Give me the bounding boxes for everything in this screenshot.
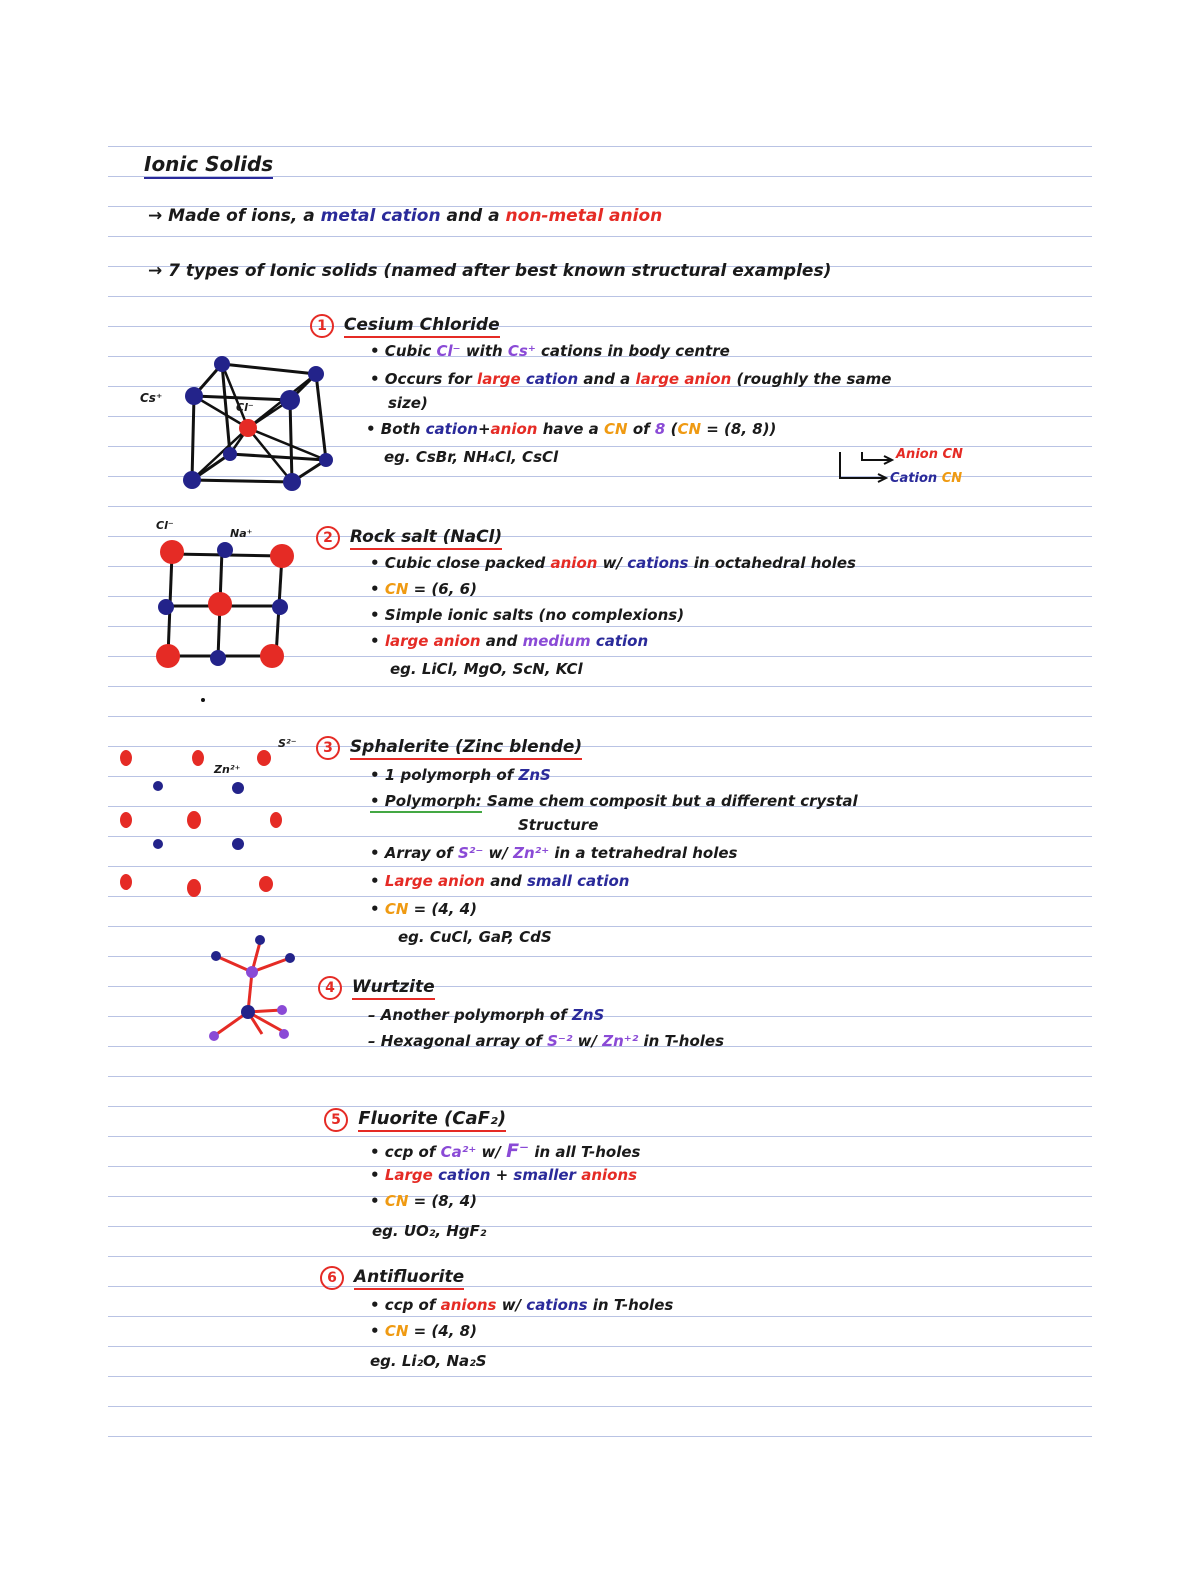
- note-text: = (4, 4): [413, 900, 477, 918]
- s3-bullet-2-cont: [518, 818, 598, 833]
- note-text: = (8, 8)): [706, 420, 777, 438]
- note-text: ZnS: [518, 766, 551, 784]
- note-text: Same chem composit but a different crystal: [487, 792, 858, 810]
- zn-label: [214, 764, 240, 775]
- note-text: S²⁻: [457, 844, 484, 862]
- note-text: small cation: [526, 872, 630, 890]
- note-text: •: [370, 872, 380, 890]
- section-3-heading: [316, 736, 582, 760]
- note-text: +: [495, 1166, 509, 1184]
- note-text: anions: [440, 1296, 497, 1314]
- note-text: S²⁻: [278, 737, 297, 750]
- s5-bullet-2: [370, 1168, 637, 1183]
- cl-ion: [270, 544, 294, 568]
- section-title: Antifluorite: [354, 1267, 464, 1290]
- note-text: in all T-holes: [534, 1143, 641, 1161]
- s1-example: [384, 450, 558, 465]
- s1-bullet-2-cont: [388, 396, 428, 411]
- note-text: w/: [602, 554, 623, 572]
- note-text: CN: [384, 1192, 409, 1210]
- s1-bullet-3: [366, 422, 776, 437]
- note-text: CN: [677, 420, 702, 438]
- note-text: •: [370, 580, 380, 598]
- s2-example: [390, 662, 583, 677]
- note-text: ZnS: [571, 1006, 605, 1024]
- note-text: CN: [604, 420, 628, 438]
- note-text: +: [477, 420, 491, 438]
- note-text: •: [370, 1322, 380, 1340]
- note-text: Structure: [518, 816, 599, 834]
- note-text: •: [370, 1192, 380, 1210]
- nonmetal-anion-text: non-metal anion: [505, 206, 663, 226]
- cl-ion: [283, 473, 301, 491]
- note-text: •: [370, 632, 380, 650]
- note-text: Na⁺: [230, 527, 253, 540]
- na-ion: [217, 542, 233, 558]
- section-6-heading: [320, 1266, 464, 1290]
- note-text: large anion: [384, 632, 481, 650]
- note-text: w/: [481, 1143, 501, 1161]
- cl-label: [236, 402, 254, 413]
- note-text: Ca²⁺: [440, 1143, 477, 1161]
- intro-text: → 7 types of Ionic solids (named after best known structural examples): [148, 261, 832, 281]
- zn-ion: [153, 781, 163, 791]
- s-ion: [259, 876, 273, 892]
- section-number: 5: [324, 1108, 348, 1132]
- note-text: large: [477, 370, 521, 388]
- cs-label: [140, 392, 162, 404]
- section-number: 6: [320, 1266, 344, 1290]
- legend-anion-cn: [896, 448, 963, 461]
- rock-salt-ions: [156, 540, 294, 702]
- note-text: anion: [550, 554, 598, 572]
- note-text: w/: [488, 844, 508, 862]
- cl-ion: [185, 387, 203, 405]
- note-text: = (6, 6): [413, 580, 477, 598]
- s-ion: [120, 812, 132, 828]
- note-text: cations: [627, 554, 689, 572]
- note-text: Zn²⁺: [214, 763, 241, 776]
- cl-ion: [214, 356, 230, 372]
- section-title: Wurtzite: [352, 977, 435, 1000]
- note-text: and a: [583, 370, 631, 388]
- note-text: • Polymorph:: [370, 792, 482, 813]
- note-text: cation: [425, 420, 478, 438]
- note-text: anion: [684, 370, 732, 388]
- zn-ion: [153, 839, 163, 849]
- page-title: [144, 154, 273, 174]
- s1-bullet-1: [370, 344, 730, 359]
- section-number: 3: [316, 736, 340, 760]
- s-ion: [257, 750, 271, 766]
- cl-ion: [208, 592, 232, 616]
- section-title: Cesium Chloride: [344, 315, 500, 338]
- note-text: • 1 polymorph of: [370, 766, 514, 784]
- note-text: cations: [526, 1296, 588, 1314]
- s3-bullet-2: [370, 794, 858, 809]
- note-text: in T-holes: [592, 1296, 674, 1314]
- note-text: eg. CuCl, GaP, CdS: [398, 928, 552, 946]
- section-number: 1: [310, 314, 334, 338]
- cl-ion: [260, 644, 284, 668]
- s-ion: [187, 811, 201, 829]
- note-text: F⁻: [506, 1140, 530, 1162]
- note-text: • Cubic: [370, 342, 432, 360]
- s3-bullet-3: [370, 846, 737, 861]
- note-text: (: [670, 420, 678, 438]
- s4-bullet-1: [368, 1008, 604, 1023]
- note-text: Large anion: [384, 872, 485, 890]
- section-title: Fluorite (CaF₂): [358, 1108, 506, 1132]
- cl-ion: [156, 644, 180, 668]
- na-ion: [272, 599, 288, 615]
- cl-ion: [183, 471, 201, 489]
- s4-bullet-2: [368, 1034, 724, 1049]
- s-ion: [277, 1005, 287, 1015]
- s6-bullet-1: [370, 1298, 673, 1313]
- legend-cation-cn: [890, 472, 962, 485]
- s5-example: [372, 1224, 486, 1239]
- note-text: have a: [542, 420, 599, 438]
- note-text: anions: [581, 1166, 638, 1184]
- cl-ion: [280, 390, 300, 410]
- zn-ion: [232, 838, 244, 850]
- note-text: with: [465, 342, 503, 360]
- zn-ion: [232, 782, 244, 794]
- section-title: Sphalerite (Zinc blende): [350, 737, 582, 760]
- s2-bullet-1: [370, 556, 856, 571]
- note-text: Cl⁻: [236, 401, 254, 414]
- s2-bullet-2: [370, 582, 477, 597]
- note-text: of: [632, 420, 650, 438]
- note-text: cation: [438, 1166, 491, 1184]
- s-ion: [187, 879, 201, 897]
- note-text: cation: [595, 632, 649, 650]
- note-text: and: [490, 872, 522, 890]
- na-label: [230, 528, 252, 539]
- note-text: in T-holes: [643, 1032, 725, 1050]
- s3-bullet-4: [370, 874, 629, 889]
- note-text: 8: [654, 420, 666, 438]
- s2-bullet-3: [370, 608, 684, 623]
- note-text: •: [370, 1166, 380, 1184]
- note-text: Cs⁺: [507, 342, 536, 360]
- s3-bullet-5: [370, 902, 477, 917]
- sphalerite-diagram: [120, 750, 282, 897]
- note-text: Large: [384, 1166, 433, 1184]
- note-text: eg. LiCl, MgO, ScN, KCl: [390, 660, 583, 678]
- note-text: = (4, 8): [413, 1322, 477, 1340]
- na-ion: [210, 650, 226, 666]
- s1-bullet-2: [370, 372, 891, 387]
- note-text: • Array of: [370, 844, 453, 862]
- s-ion: [120, 874, 132, 890]
- note-text: CN: [384, 1322, 409, 1340]
- cl-label: [156, 520, 174, 531]
- zn-ion: [255, 935, 265, 945]
- cl-ion: [308, 366, 324, 382]
- s-label: [278, 738, 297, 749]
- note-text: w/: [501, 1296, 522, 1314]
- section-4-heading: [318, 976, 435, 1000]
- cn-legend-arrows: [840, 452, 892, 482]
- note-text: CN: [384, 900, 409, 918]
- note-text: Cation: [890, 471, 938, 486]
- s5-bullet-1: [370, 1142, 640, 1161]
- note-text: cations in body centre: [541, 342, 730, 360]
- note-text: = (8, 4): [413, 1192, 477, 1210]
- zn-ion: [241, 1005, 255, 1019]
- note-text: Cs⁺: [140, 391, 163, 405]
- s-ion: [279, 1029, 289, 1039]
- cl-ion: [223, 447, 237, 461]
- s2-bullet-4: [370, 634, 648, 649]
- cesium-chloride-cube-diagram: [192, 364, 326, 482]
- note-text: and: [485, 632, 518, 650]
- note-text: • Occurs for: [370, 370, 472, 388]
- cl-ion: [160, 540, 184, 564]
- note-text: eg. UO₂, HgF₂: [372, 1222, 487, 1240]
- s-ion: [270, 812, 282, 828]
- section-title: Rock salt (NaCl): [350, 527, 502, 550]
- zn-ion: [211, 951, 221, 961]
- note-text: smaller: [513, 1166, 576, 1184]
- intro-line-2: [148, 263, 831, 280]
- wurtzite-diagram: [214, 942, 290, 1036]
- section-1-heading: [310, 314, 500, 338]
- s-ion: [192, 750, 204, 766]
- note-text: size): [388, 394, 428, 412]
- intro-text: → Made of ions, a: [148, 206, 315, 226]
- note-text: large: [635, 370, 680, 388]
- wurtzite-ions: [209, 935, 295, 1041]
- note-text: eg. Li₂O, Na₂S: [370, 1352, 487, 1370]
- note-text: CN: [384, 580, 409, 598]
- note-text: • ccp of: [370, 1296, 436, 1314]
- note-text: eg. CsBr, NH₄Cl, CsCl: [384, 448, 559, 466]
- note-text: in a tetrahedral holes: [554, 844, 738, 862]
- note-text: S⁻²: [547, 1032, 573, 1050]
- section-2-heading: [316, 526, 502, 550]
- note-text: • Simple ionic salts (no complexions): [370, 606, 685, 624]
- s-ion: [120, 750, 132, 766]
- note-text: anion: [490, 420, 538, 438]
- cl-ion: [319, 453, 333, 467]
- note-text: in octahedral holes: [693, 554, 856, 572]
- metal-cation-text: metal cation: [320, 206, 441, 226]
- s6-example: [370, 1354, 487, 1369]
- note-text: medium: [522, 632, 591, 650]
- note-text: •: [370, 900, 380, 918]
- s-ion: [209, 1031, 219, 1041]
- note-text: • ccp of: [370, 1143, 436, 1161]
- na-ion: [158, 599, 174, 615]
- stray-dot: [201, 698, 205, 702]
- note-text: Zn⁺²: [602, 1032, 639, 1050]
- s5-bullet-3: [370, 1194, 477, 1209]
- page-title-text: Ionic Solids: [144, 152, 273, 179]
- s3-bullet-1: [370, 768, 551, 783]
- note-text: – Hexagonal array of: [368, 1032, 542, 1050]
- section-number: 4: [318, 976, 342, 1000]
- note-text: (roughly the same: [736, 370, 892, 388]
- note-text: • Both: [366, 420, 421, 438]
- intro-text: and a: [446, 206, 500, 226]
- s3-example: [398, 930, 552, 945]
- cs-ion: [239, 419, 257, 437]
- section-number: 2: [316, 526, 340, 550]
- note-text: Anion CN: [896, 447, 963, 462]
- note-text: cation: [525, 370, 579, 388]
- note-text: w/: [577, 1032, 597, 1050]
- s-ion: [246, 966, 258, 978]
- section-5-heading: [324, 1108, 506, 1132]
- note-text: CN: [941, 471, 963, 486]
- note-text: • Cubic close packed: [370, 554, 546, 572]
- intro-line-1: [148, 208, 662, 225]
- note-text: Cl⁻: [156, 519, 174, 532]
- note-text: – Another polymorph of: [368, 1006, 567, 1024]
- s6-bullet-2: [370, 1324, 477, 1339]
- zn-ion: [285, 953, 295, 963]
- note-text: Cl⁻: [436, 342, 461, 360]
- note-text: Zn²⁺: [513, 844, 550, 862]
